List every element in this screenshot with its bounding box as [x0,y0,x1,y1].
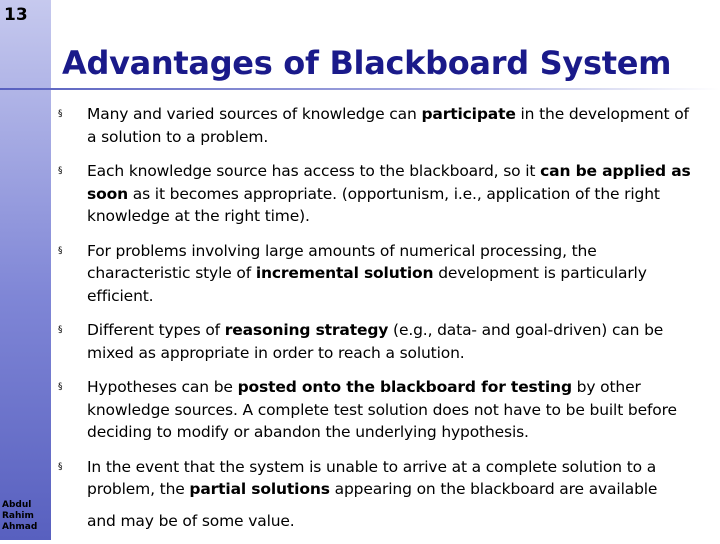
bullet-emphasis: partial solutions [189,480,330,498]
author-name [2,500,50,533]
bullet-text: by other knowledge sources. A complete test solution does not have to be built before deciding to modify or abandon the underlying hypothesis. [87,378,677,441]
bullet-text: (e.g., data- and goal-driven) can be mixed as appropriate in order to reach a solution. [87,321,664,362]
bullet-item-reasoning [58,319,698,364]
bullet-text-tail: and may be of some value. [87,511,295,530]
bullet-item-participate [58,103,698,148]
bullet-item-partial-solutions [58,456,698,533]
bullet-emphasis: reasoning strategy [224,321,389,339]
bullet-text: For problems involving large amounts of numerical processing, the characteristic style of [87,241,597,282]
bullet-emphasis: incremental solution [255,264,434,282]
bullet-text: as it becomes appropriate. (opportunism, i.e., application of the right knowledge at the right time). [87,184,660,225]
bullet-text: In the event that the system is unable to arrive at a complete solution to a problem, the [87,457,657,498]
bullet-emphasis: can be applied as soon [87,162,691,203]
bullet-list [58,103,698,544]
author-first-name: Abdul [2,500,32,510]
title-divider [0,88,720,90]
slide-title: Advantages of Blackboard System [62,44,672,82]
author-last-name: Ahmad [2,522,38,532]
square-bullet-icon: § [58,382,63,392]
bullet-item-opportunism [58,160,698,228]
square-bullet-icon: § [58,166,63,176]
sidebar-band [0,0,51,540]
square-bullet-icon: § [58,461,63,472]
bullet-item-hypotheses [58,376,698,444]
square-bullet-icon: § [58,245,63,256]
author-middle-name: Rahim [2,511,34,521]
bullet-text: in the development of a solution to a problem. [87,105,689,146]
bullet-emphasis: posted onto the blackboard for testing [237,378,572,396]
square-bullet-icon: § [58,109,63,119]
bullet-text: development is particularly efficient. [87,264,647,305]
slide-number: 13 [4,5,28,25]
bullet-text: Hypotheses can be [87,378,238,396]
bullet-text: Many and varied sources of knowledge can [87,105,422,123]
square-bullet-icon: § [58,325,63,335]
bullet-text: Different types of [87,321,225,339]
bullet-item-incremental [58,240,698,308]
bullet-text: Each knowledge source has access to the blackboard, so it [87,162,541,180]
bullet-emphasis: participate [421,105,516,123]
bullet-text: appearing on the blackboard are available [329,480,658,498]
